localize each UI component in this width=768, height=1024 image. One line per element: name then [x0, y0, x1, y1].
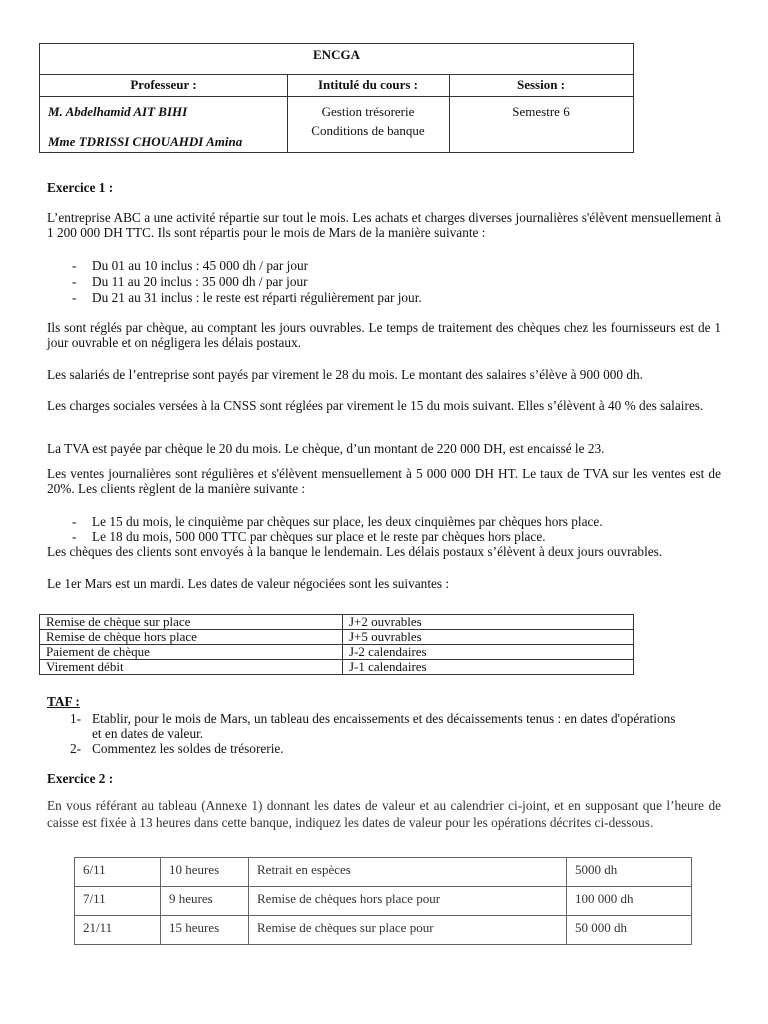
taf-item: Commentez les soldes de trésorerie.: [92, 741, 284, 756]
course-label: Intitulé du cours :: [287, 74, 449, 97]
table-cell: 50 000 dh: [567, 916, 692, 945]
taf-item-continued: et en dates de valeur.: [92, 726, 204, 741]
table-cell: Remise de chèques hors place pour: [249, 887, 567, 916]
table-row: [75, 887, 692, 916]
school-name: ENCGA: [40, 44, 633, 75]
course-title: Gestion trésorerie: [321, 104, 415, 119]
table-row: [40, 615, 634, 630]
table-cell: Remise de chèque sur place: [40, 615, 343, 630]
table-cell: Virement débit: [40, 660, 343, 675]
professor-name: M. Abdelhamid AIT BIHI: [48, 104, 188, 119]
table-cell: 7/11: [75, 887, 161, 916]
table-cell: 6/11: [75, 858, 161, 887]
document-page: ENCGA Professeur : M. Abdelhamid AIT BIHI Mme TDRISSI CHOUAHDI Amina Intitulé du cours : Gestion trésorerie Conditions de banque Session : Semestre 6 Exercice 1 : L’entreprise ABC a une activité répartie sur tout le mois. Les achats et charges diverses journalières s'élèvent mensuellement à 1 200 000 DH TTC. Ils sont répartis pour le mois de Mars de la manière suivante : - Du 01 au 10 inclus : 45 000 dh / par jour - Du 11 au 20 inclus : 35 000 dh / par jour - Du 21 au 31 inclus : le reste est réparti régulièrement par jour. Ils sont réglés par chèque, au comptant les jours ouvrables. Le temps de traitement des chèques chez les fournisseurs est de 1 jour ouvrable et on négligera les délais postaux. Les salariés de l’entreprise sont payés par virement le 28 du mois. Le montant des salaires s’élève à 900 000 dh. Les charges sociales versées à la CNSS sont réglées par virement le 15 du mois suivant. Elles s’élèvent à 40 % des salaires. La TVA est payée par chèque le 20 du mois. Le chèque, d’un montant de 220 000 DH, est encaissé le 23. Les ventes journalières sont régulières et s'élèvent mensuellement à 5 000 000 DH HT. Le taux de TVA sur les ventes est de 20%. Les clients règlent de la manière suivante : - Le 15 du mois, le cinquième par chèques sur place, les deux cinquièmes par chèques hors place. - Le 18 du mois, 500 000 TTC par chèques sur place et le reste par chèques hors place. Les chèques des clients sont envoyés à la banque le lendemain. Les délais postaux s’élèvent à deux jours ouvrables. Le 1er Mars est un mardi. Les dates de valeur négociées sont les suivantes : Remise de chèque sur place J+2 ouvrables Remise de chèque hors place J+5 ouvrables Paiement de chèque J-2 calendaires Virement débit J-1 calendaires TAF : 1- Etablir, pour le mois de Mars, un tableau des encaissements et des décaissements tenus : en dates d'opérations et en dates de valeur. 2- Commentez les soldes de trésorerie. Exercice 2 : En vous référant au tableau (Annexe 1) donnant les dates de valeur et au calendrier ci-joint, et en supposant que l’heure de caisse est fixée à 13 heures dans cette banque, indiquez les dates de valeur pour les opérations décrites ci-dessous. 6/11 10 heures Retrait en espèces 5000 dh 7/11 9 heures Remise de chèques hors place pour 100 000 dh 21/11 15 heures Remise de chèques sur place pour 50 000 dh: [0, 0, 768, 1024]
table-cell: Paiement de chèque: [40, 645, 343, 660]
paragraph-tva: La TVA est payée par chèque le 20 du mois. Le chèque, d’un montant de 220 000 DH, est encaissé le 23.: [47, 441, 605, 456]
taf-title: TAF :: [47, 694, 80, 709]
exercise-1-title: Exercice 1 :: [47, 180, 114, 195]
table-cell: 5000 dh: [567, 858, 692, 887]
table-cell: J-1 calendaires: [343, 660, 634, 675]
paragraph-cheques: Ils sont réglés par chèque, au comptant les jours ouvrables. Le temps de traitement des chèques chez les fournisseurs est de 1 jour ouvrable et on négligera les délais postaux.: [47, 320, 721, 350]
session-label: Session :: [449, 74, 633, 97]
table-cell: 15 heures: [161, 916, 249, 945]
professor-label: Professeur :: [40, 74, 287, 97]
table-row: [75, 916, 692, 945]
exercise-2-intro: En vous référant au tableau (Annexe 1) donnant les dates de valeur et au calendrier ci-joint, et en supposant que l’heure de caisse est fixée à 13 heures dans cette banque, indiquez les dates de valeur pour les opérations décrites ci-dessous.: [47, 798, 721, 830]
table-cell: 21/11: [75, 916, 161, 945]
taf-number: 1-: [70, 711, 82, 726]
exercise-2-title: Exercice 2 :: [47, 771, 114, 786]
table-cell: J-2 calendaires: [343, 645, 634, 660]
table-cell: Remise de chèque hors place: [40, 630, 343, 645]
paragraph-dates: Le 1er Mars est un mardi. Les dates de valeur négociées sont les suivantes :: [47, 576, 450, 591]
table-row: [40, 630, 634, 645]
table-cell: J+5 ouvrables: [343, 630, 634, 645]
table-cell: 100 000 dh: [567, 887, 692, 916]
session-column: [449, 74, 633, 152]
value-dates-table: [39, 614, 634, 675]
exercise-1-intro: L’entreprise ABC a une activité répartie sur tout le mois. Les achats et charges diverses journalières s'élèvent mensuellement à 1 200 000 DH TTC. Ils sont répartis pour le mois de Mars de la manière suivante :: [47, 210, 721, 240]
table-cell: 10 heures: [161, 858, 249, 887]
course-subtitle: Conditions de banque: [311, 123, 425, 138]
paragraph-ventes: Les ventes journalières sont régulières et s'élèvent mensuellement à 5 000 000 DH HT. Le taux de TVA sur les ventes est de 20%. Les clients règlent de la manière suivante :: [47, 466, 721, 496]
table-cell: Retrait en espèces: [249, 858, 567, 887]
professor-name: Mme TDRISSI CHOUAHDI Amina: [48, 134, 243, 149]
taf-number: 2-: [70, 741, 82, 756]
table-cell: Remise de chèques sur place pour: [249, 916, 567, 945]
table-cell: J+2 ouvrables: [343, 615, 634, 630]
session-value: Semestre 6: [512, 104, 570, 119]
course-column: [287, 74, 450, 152]
paragraph-salaires: Les salariés de l’entreprise sont payés par virement le 28 du mois. Le montant des salaires s’élève à 900 000 dh.: [47, 367, 643, 382]
table-row: [40, 660, 634, 675]
paragraph-cnss: Les charges sociales versées à la CNSS sont réglées par virement le 15 du mois suivant. Elles s’élèvent à 40 % des salaires.: [47, 398, 704, 413]
course-header: [39, 43, 634, 153]
taf-item: Etablir, pour le mois de Mars, un tableau des encaissements et des décaissements tenus : en dates d'opérations: [92, 711, 676, 726]
operations-table: [74, 857, 692, 945]
professor-column: [40, 74, 288, 152]
table-row: [75, 858, 692, 887]
table-cell: 9 heures: [161, 887, 249, 916]
paragraph-envoi: Les chèques des clients sont envoyés à la banque le lendemain. Les délais postaux s’élèvent à deux jours ouvrables.: [47, 544, 663, 559]
table-row: [40, 645, 634, 660]
